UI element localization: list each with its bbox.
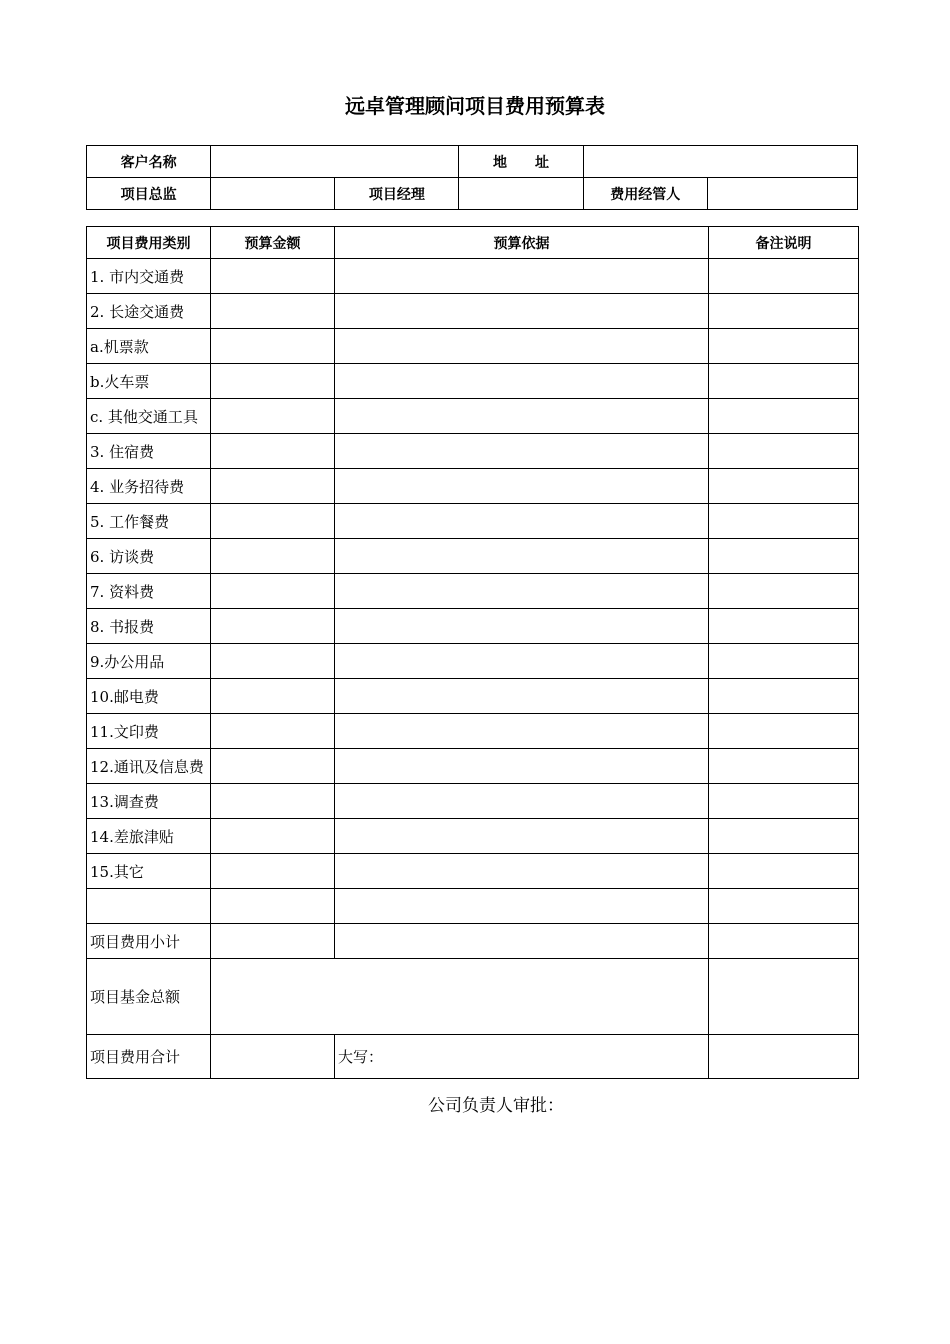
- budget-amount-cell[interactable]: [211, 399, 335, 434]
- remarks-cell[interactable]: [709, 469, 859, 504]
- subtotal-row: [87, 924, 859, 959]
- budget-basis-cell[interactable]: [335, 784, 709, 819]
- table-row: [87, 819, 859, 854]
- table-row: [87, 329, 859, 364]
- expense-category-label: 13.调查费: [87, 784, 211, 819]
- budget-amount-cell[interactable]: [211, 784, 335, 819]
- budget-amount-cell[interactable]: [211, 574, 335, 609]
- fund-total-remarks-cell[interactable]: [709, 959, 859, 1035]
- expense-manager-label: 费用经管人: [583, 178, 707, 210]
- column-header-basis: 预算依据: [335, 227, 709, 259]
- remarks-cell[interactable]: [709, 539, 859, 574]
- expense-category-label: 15.其它: [87, 854, 211, 889]
- remarks-cell[interactable]: [709, 294, 859, 329]
- table-row: [87, 749, 859, 784]
- client-name-label: 客户名称: [87, 146, 211, 178]
- table-row: [87, 854, 859, 889]
- budget-basis-cell[interactable]: [335, 469, 709, 504]
- project-manager-field[interactable]: [459, 178, 583, 210]
- project-manager-label: 项目经理: [335, 178, 459, 210]
- expense-category-label: a.机票款: [87, 329, 211, 364]
- budget-basis-cell[interactable]: [335, 294, 709, 329]
- table-row: [87, 399, 859, 434]
- budget-amount-cell[interactable]: [211, 259, 335, 294]
- subtotal-label: 项目费用小计: [87, 924, 211, 959]
- remarks-cell[interactable]: [709, 889, 859, 924]
- capital-amount-cell[interactable]: [335, 1035, 709, 1079]
- column-header-remarks: 备注说明: [709, 227, 859, 259]
- budget-amount-cell[interactable]: [211, 469, 335, 504]
- budget-basis-cell[interactable]: [335, 609, 709, 644]
- budget-basis-cell[interactable]: [335, 819, 709, 854]
- remarks-cell[interactable]: [709, 714, 859, 749]
- remarks-cell[interactable]: [709, 364, 859, 399]
- table-row: [87, 609, 859, 644]
- subtotal-amount-cell[interactable]: [211, 924, 335, 959]
- budget-basis-cell[interactable]: [335, 504, 709, 539]
- address-label: 地 址: [459, 146, 583, 178]
- remarks-cell[interactable]: [709, 749, 859, 784]
- expense-category-label: 12.通讯及信息费: [87, 749, 211, 784]
- expense-category-label: 1. 市内交通费: [87, 259, 211, 294]
- budget-amount-cell[interactable]: [211, 329, 335, 364]
- budget-amount-cell[interactable]: [211, 679, 335, 714]
- approval-signature-label: 公司负责人审批：: [428, 1096, 564, 1116]
- table-row: [87, 539, 859, 574]
- remarks-cell[interactable]: [709, 504, 859, 539]
- budget-amount-cell[interactable]: [211, 294, 335, 329]
- expense-category-label: 4. 业务招待费: [87, 469, 211, 504]
- table-row: [87, 259, 859, 294]
- budget-amount-cell[interactable]: [211, 854, 335, 889]
- remarks-cell[interactable]: [709, 574, 859, 609]
- project-director-label: 项目总监: [87, 178, 211, 210]
- project-info-table: [86, 145, 858, 210]
- table-row: [87, 294, 859, 329]
- expense-category-label: 14.差旅津贴: [87, 819, 211, 854]
- budget-basis-cell[interactable]: [335, 434, 709, 469]
- budget-amount-cell[interactable]: [211, 889, 335, 924]
- budget-basis-cell[interactable]: [335, 889, 709, 924]
- fund-total-row: [87, 959, 859, 1035]
- staff-row: [87, 178, 858, 210]
- budget-amount-cell[interactable]: [211, 539, 335, 574]
- budget-basis-cell[interactable]: [335, 539, 709, 574]
- budget-amount-cell[interactable]: [211, 364, 335, 399]
- budget-amount-cell[interactable]: [211, 434, 335, 469]
- fund-total-label: 项目基金总额: [87, 959, 211, 1035]
- table-row: [87, 504, 859, 539]
- grand-total-row: [87, 1035, 859, 1079]
- budget-basis-cell[interactable]: [335, 679, 709, 714]
- table-row: [87, 714, 859, 749]
- budget-basis-cell[interactable]: [335, 854, 709, 889]
- budget-basis-cell[interactable]: [335, 259, 709, 294]
- table-row: [87, 469, 859, 504]
- client-row: [87, 146, 858, 178]
- client-name-field[interactable]: [211, 146, 459, 178]
- budget-basis-cell[interactable]: [335, 364, 709, 399]
- address-field[interactable]: [583, 146, 857, 178]
- expense-category-label: 10.邮电费: [87, 679, 211, 714]
- remarks-cell[interactable]: [709, 784, 859, 819]
- expense-category-label: b.火车票: [87, 364, 211, 399]
- budget-amount-cell[interactable]: [211, 644, 335, 679]
- budget-basis-cell[interactable]: [335, 749, 709, 784]
- expense-category-label: 8. 书报费: [87, 609, 211, 644]
- grand-total-label: 项目费用合计: [87, 1035, 211, 1079]
- expense-category-label: c. 其他交通工具: [87, 399, 211, 434]
- grand-total-amount-cell[interactable]: [211, 1035, 335, 1079]
- table-row: [87, 364, 859, 399]
- table-row: [87, 784, 859, 819]
- table-row: [87, 434, 859, 469]
- column-header-amount: 预算金额: [211, 227, 335, 259]
- table-row: [87, 644, 859, 679]
- expense-category-label: 6. 访谈费: [87, 539, 211, 574]
- budget-table: [86, 226, 859, 1079]
- project-director-field[interactable]: [211, 178, 335, 210]
- expense-category-label: 2. 长途交通费: [87, 294, 211, 329]
- remarks-cell[interactable]: [709, 609, 859, 644]
- budget-basis-cell[interactable]: [335, 644, 709, 679]
- remarks-cell[interactable]: [709, 644, 859, 679]
- page-title: 远卓管理顾问项目费用预算表: [345, 94, 605, 118]
- column-header-category: 项目费用类别: [87, 227, 211, 259]
- expense-category-label: 3. 住宿费: [87, 434, 211, 469]
- expense-category-label: [87, 889, 211, 924]
- remarks-cell[interactable]: [709, 259, 859, 294]
- grand-total-remarks-cell[interactable]: [709, 1035, 859, 1079]
- table-row: [87, 889, 859, 924]
- budget-header-row: [87, 227, 859, 259]
- subtotal-remarks-cell[interactable]: [709, 924, 859, 959]
- budget-amount-cell[interactable]: [211, 819, 335, 854]
- budget-basis-cell[interactable]: [335, 574, 709, 609]
- subtotal-basis-cell[interactable]: [335, 924, 709, 959]
- table-row: [87, 574, 859, 609]
- fund-total-cell[interactable]: [211, 959, 709, 1035]
- remarks-cell[interactable]: [709, 854, 859, 889]
- budget-amount-cell[interactable]: [211, 609, 335, 644]
- budget-amount-cell[interactable]: [211, 714, 335, 749]
- remarks-cell[interactable]: [709, 434, 859, 469]
- budget-basis-cell[interactable]: [335, 714, 709, 749]
- capital-label: 大写：: [338, 1048, 384, 1066]
- remarks-cell[interactable]: [709, 819, 859, 854]
- table-row: [87, 679, 859, 714]
- expense-category-label: 7. 资料费: [87, 574, 211, 609]
- expense-category-label: 9.办公用品: [87, 644, 211, 679]
- budget-amount-cell[interactable]: [211, 504, 335, 539]
- budget-basis-cell[interactable]: [335, 329, 709, 364]
- expense-category-label: 5. 工作餐费: [87, 504, 211, 539]
- expense-category-label: 11.文印费: [87, 714, 211, 749]
- budget-basis-cell[interactable]: [335, 399, 709, 434]
- remarks-cell[interactable]: [709, 399, 859, 434]
- remarks-cell[interactable]: [709, 679, 859, 714]
- remarks-cell[interactable]: [709, 329, 859, 364]
- budget-amount-cell[interactable]: [211, 749, 335, 784]
- expense-manager-field[interactable]: [707, 178, 857, 210]
